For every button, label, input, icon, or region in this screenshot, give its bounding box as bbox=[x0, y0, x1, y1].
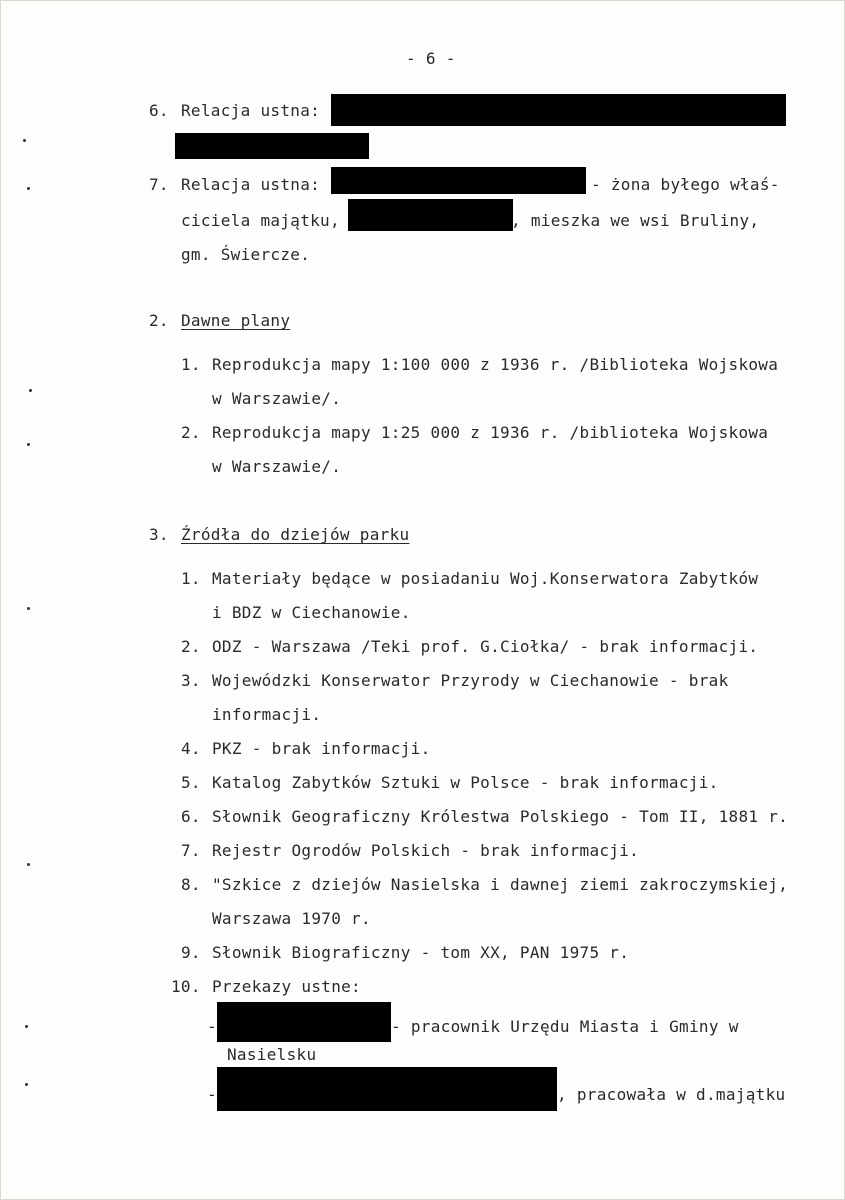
list-item-text: Reprodukcja mapy 1:100 000 z 1936 r. /Biblioteka Wojskowa bbox=[212, 355, 779, 374]
oral-source-dash: - bbox=[207, 1085, 217, 1104]
scan-speck bbox=[23, 139, 26, 142]
redaction-box bbox=[217, 1002, 391, 1042]
redaction-box bbox=[331, 167, 586, 194]
list-item-text: "Szkice z dziejów Nasielska i dawnej ziemi zakroczymskiej, bbox=[212, 875, 789, 894]
list-item-text: Przekazy ustne: bbox=[212, 977, 361, 996]
list-item-number: 8. bbox=[181, 875, 201, 894]
scan-speck bbox=[25, 1083, 28, 1086]
list-item-text: Rejestr Ogrodów Polskich - brak informacji. bbox=[212, 841, 640, 860]
scan-speck bbox=[25, 1025, 28, 1028]
item-7-number: 7. bbox=[149, 175, 169, 194]
item-7-line2-tail: , mieszka we wsi Bruliny, bbox=[511, 211, 760, 230]
scan-speck bbox=[27, 607, 30, 610]
list-item-text: w Warszawie/. bbox=[212, 389, 342, 408]
list-item-text: Katalog Zabytków Sztuki w Polsce - brak informacji. bbox=[212, 773, 719, 792]
list-item-number: 4. bbox=[181, 739, 201, 758]
list-item-text: Słownik Biograficzny - tom XX, PAN 1975 r. bbox=[212, 943, 630, 962]
list-item-text: informacji. bbox=[212, 705, 322, 724]
list-item-number: 3. bbox=[181, 671, 201, 690]
oral-source-text: , pracowała w d.majątku bbox=[557, 1085, 786, 1104]
section-3-heading: Źródła do dziejów parku bbox=[181, 525, 410, 544]
list-item-number: 2. bbox=[181, 637, 201, 656]
page-number: - 6 - bbox=[406, 49, 456, 68]
section-2-heading: Dawne plany bbox=[181, 311, 291, 330]
oral-source-text: Nasielsku bbox=[227, 1045, 317, 1064]
item-6-label: Relacja ustna: bbox=[181, 101, 321, 120]
item-7-line3: gm. Świercze. bbox=[181, 245, 311, 264]
list-item-number: 10. bbox=[171, 977, 201, 996]
list-item-number: 1. bbox=[181, 569, 201, 588]
redaction-box bbox=[348, 199, 513, 231]
section-2-number: 2. bbox=[149, 311, 169, 330]
list-item-text: i BDZ w Ciechanowie. bbox=[212, 603, 411, 622]
scan-speck bbox=[29, 389, 32, 392]
item-6-number: 6. bbox=[149, 101, 169, 120]
redaction-box bbox=[175, 133, 369, 159]
list-item-text: Słownik Geograficzny Królestwa Polskiego - Tom II, 1881 r. bbox=[212, 807, 789, 826]
redaction-box bbox=[331, 94, 786, 126]
list-item-number: 2. bbox=[181, 423, 201, 442]
list-item-text: w Warszawie/. bbox=[212, 457, 342, 476]
list-item-text: Reprodukcja mapy 1:25 000 z 1936 r. /biblioteka Wojskowa bbox=[212, 423, 769, 442]
redaction-box bbox=[217, 1067, 557, 1111]
item-7-tail: - żona byłego właś- bbox=[591, 175, 780, 194]
list-item-number: 5. bbox=[181, 773, 201, 792]
scan-speck bbox=[27, 443, 30, 446]
item-7-line2: ciciela majątku, bbox=[181, 211, 340, 230]
list-item-text: ODZ - Warszawa /Teki prof. G.Ciołka/ - brak informacji. bbox=[212, 637, 759, 656]
list-item-text: Wojewódzki Konserwator Przyrody w Ciechanowie - brak bbox=[212, 671, 729, 690]
oral-source-text: - pracownik Urzędu Miasta i Gminy w bbox=[391, 1017, 739, 1036]
list-item-text: PKZ - brak informacji. bbox=[212, 739, 431, 758]
scan-speck bbox=[27, 187, 30, 190]
item-7-label: Relacja ustna: bbox=[181, 175, 321, 194]
list-item-number: 9. bbox=[181, 943, 201, 962]
list-item-number: 1. bbox=[181, 355, 201, 374]
list-item-text: Materiały będące w posiadaniu Woj.Konserwatora Zabytków bbox=[212, 569, 759, 588]
list-item-number: 7. bbox=[181, 841, 201, 860]
scan-speck bbox=[27, 863, 30, 866]
section-3-number: 3. bbox=[149, 525, 169, 544]
list-item-text: Warszawa 1970 r. bbox=[212, 909, 371, 928]
list-item-number: 6. bbox=[181, 807, 201, 826]
oral-source-dash: - bbox=[207, 1017, 217, 1036]
